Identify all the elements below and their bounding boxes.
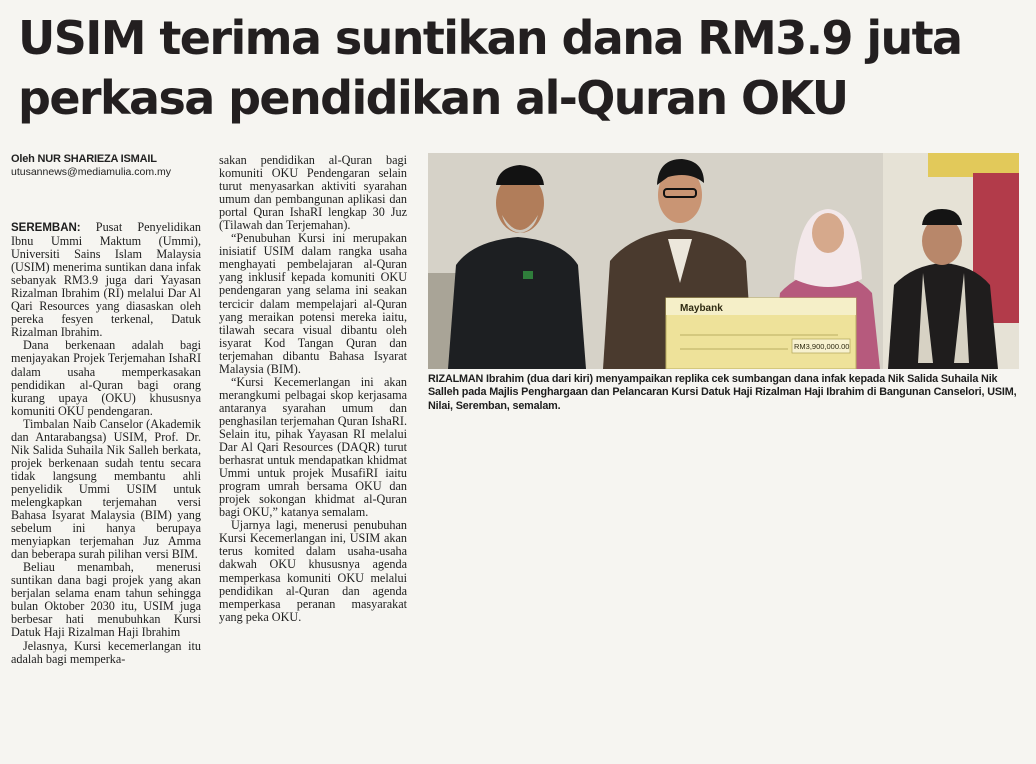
paragraph: “Penubuhan Kursi ini merupakan inisiatif USIM dalam rangka usaha menghayati pembelajaran al-Quran yang inklusif kepada komuniti OKU pendengaran yang selama ini seakan tercicir dalam mempelajari al-Quran yang meraikan potensi mereka iaitu, tilawah secara visual dibantu oleh isyarat Kod Tangan Quran dan terjemahan dibantu Bahasa Isyarat Malaysia (BIM). (219, 231, 407, 376)
photo-caption: RIZALMAN Ibrahim (dua dari kiri) menyampaikan replika cek sumbangan dana infak kepada Nik Salida Suhaila Nik Salleh pada Majlis Penghargaan dan Pelancaran Kursi Datuk Haji Rizalman Haji Ibrahim di Bangunan Canselori, USIM, Nilai, Seremban, semalam. (428, 373, 1017, 412)
byline-author: Oleh NUR SHARIEZA ISMAIL (11, 153, 157, 165)
article-column-2 (219, 154, 407, 624)
headline (18, 8, 1023, 128)
cheque-replica (666, 298, 856, 369)
headline-line-1: USIM terima suntikan dana RM3.9 juta (18, 11, 962, 65)
news-photo (428, 153, 1019, 369)
paragraph: Timbalan Naib Canselor (Akademik dan Antarabangsa) USIM, Prof. Dr. Nik Salida Suhaila Nik Salleh berkata, projek berkenaan sudah tentu secara tidak langsung membantu ahli penyelidik Ummi USIM untuk melengkapkan terjemahan versi Bahasa Isyarat Malaysia (BIM) yang sebelum ini hanya berupaya menyiapkan terjemahan Juz Amma dan beberapa surah pilihan versi BIM. (11, 416, 201, 562)
continuation-paragraph: sakan pendidikan al-Quran bagi komuniti OKU Pendengaran selain turut menyasarkan aktiviti syarahan umum dan pembangunan aplikasi dan portal Quran IshaRI lengkap 30 Juz (Tilawah dan Terjemahan). (219, 153, 407, 233)
paragraph: Jelasnya, Kursi kecemerlangan itu adalah bagi memperka- (11, 638, 201, 666)
article-column-1 (11, 221, 201, 666)
paragraph: Dana berkenaan adalah bagi menjayakan Projek Terjemahan IshaRI dalam usaha memperkasakan pendidikan al-Quran bagi orang kurang upaya (OKU) khususnya komuniti OKU pendengaran. (11, 338, 201, 418)
byline (11, 153, 201, 179)
cheque-bank-name: Maybank (680, 303, 723, 314)
cheque-amount: RM3,900,000.00 (794, 342, 850, 351)
dateline: SEREMBAN: (11, 222, 81, 234)
lead-text: Pusat Penyelidikan Ibnu Ummi Maktum (Ummi), Universiti Sains Islam Malaysia (USIM) menerima suntikan dana infak sebanyak RM3.9 juga dari Yayasan Rizalman Ibrahim (RI) melalui Dar Al Qari Resources yang diasaskan oleh pereka fesyen terkenal, Datuk Rizalman Ibrahim. (11, 220, 201, 340)
paragraph: Beliau menambah, menerusi suntikan dana bagi projek yang akan berjalan selama enam tahun sehingga bulan Oktober 2030 itu, USIM juga berbesar hati menubuhkan Kursi Datuk Haji Rizalman Haji Ibrahim (11, 560, 201, 640)
lead-paragraph (11, 221, 201, 339)
byline-email: utusannews@mediamulia.com.my (11, 166, 172, 178)
paragraph: Ujarnya lagi, menerusi penubuhan Kursi Kecemerlangan ini, USIM akan terus komited dalam usaha-usaha dakwah OKU khususnya agenda memperkasa komuniti OKU melalui pendidikan al-Quran dan agenda memperkasa peranan masyarakat yang peka OKU. (219, 518, 407, 624)
paragraph: “Kursi Kecemerlangan ini akan merangkumi pelbagai skop kerjasama antaranya syarahan umum dan penghasilan terjemahan Quran IshaRI. Selain itu, pihak Yayasan RI melalui Dar Al Qari Resources (DAQR) turut berhasrat untuk mendapatkan khidmat Ummi untuk projek MusafiRI iaitu program umrah bersama OKU dan projek sokongan khidmat al-Quran bagi OKU,” katanya semalam. (219, 374, 407, 520)
photo-illustration (428, 153, 1019, 369)
headline-line-2: perkasa pendidikan al-Quran OKU (18, 71, 848, 125)
